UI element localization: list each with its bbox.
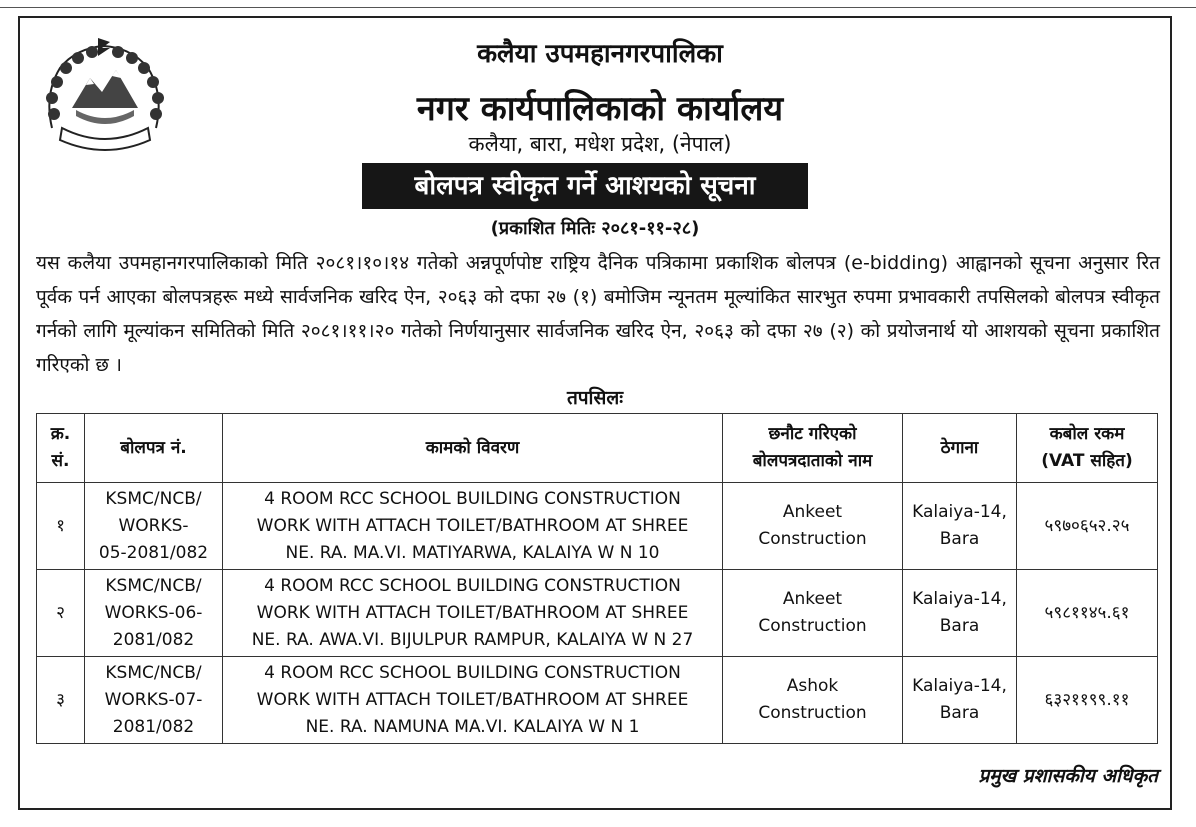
row-bid-no: KSMC/NCB/ WORKS- 05-2081/082 xyxy=(85,483,223,570)
table-row xyxy=(37,657,1158,744)
col-header-work: कामको विवरण xyxy=(223,414,723,483)
col-header-sn: क्र. सं. xyxy=(37,414,85,483)
row-sn: ३ xyxy=(37,657,85,744)
row-sn: २ xyxy=(37,570,85,657)
office-name: नगर कार्यपालिकाको कार्यालय xyxy=(416,89,784,129)
notice-body-paragraph: यस कलैया उपमहानगरपालिकाको मिति २०८१।१०।१४ गतेको अन्नपूर्णपोष्ट राष्ट्रिय दैनिक पत्रिकामा प्रकाशिक बोलपत्र (e-bidding) आह्वानको सूचना अनुसार रित पूर्वक पर्न आएका बोलपत्रहरू मध्ये सार्वजनिक खरिद ऐन, २०६३ को दफा २७ (१) बमोजिम न्यूनतम मूल्यांकित सारभुत रुपमा प्रभावकारी तपसिलको बोलपत्र स्वीकृत गर्नको लागि मूल्यांकन समितिको मिति २०८१।११।२० गतेको निर्णयानुसार सार्वजनिक खरिद ऐन, २०६३ को दफा २७ (२) को प्रयोजनार्थ यो आशयको सूचना प्रकाशित गरिएको छ । xyxy=(36,252,1160,376)
table-header-row xyxy=(37,414,1158,483)
col-header-bidder: छनौट गरिएको बोलपत्रदाताको नाम xyxy=(723,414,903,483)
col-header-address: ठेगाना xyxy=(903,414,1017,483)
top-rule xyxy=(0,7,1196,8)
office-address: कलैया, बारा, मधेश प्रदेश, (नेपाल) xyxy=(468,132,732,156)
schedule-heading: तपसिलः xyxy=(566,387,624,409)
col-header-amount: कबोल रकम (VAT सहित) xyxy=(1017,414,1158,483)
published-date: (प्रकाशित मितिः २०८१-११-२८) xyxy=(490,218,700,239)
row-work-description: 4 ROOM RCC SCHOOL BUILDING CONSTRUCTION WORK WITH ATTACH TOILET/BATHROOM AT SHREE NE. RA. MA.VI. MATIYARWA, KALAIYA W N 10 xyxy=(223,483,723,570)
row-work-description: 4 ROOM RCC SCHOOL BUILDING CONSTRUCTION WORK WITH ATTACH TOILET/BATHROOM AT SHREE NE. RA. AWA.VI. BIJULPUR RAMPUR, KALAIYA W N 27 xyxy=(223,570,723,657)
row-bidder: Ankeet Construction xyxy=(723,483,903,570)
col-header-bid-no: बोलपत्र नं. xyxy=(85,414,223,483)
nepal-government-emblem-icon xyxy=(38,30,172,160)
row-amount: ५९७०६५२.२५ xyxy=(1017,483,1158,570)
row-address: Kalaiya-14, Bara xyxy=(903,657,1017,744)
notice-title-banner: बोलपत्र स्वीकृत गर्ने आशयको सूचना xyxy=(362,163,808,209)
row-sn: १ xyxy=(37,483,85,570)
row-address: Kalaiya-14, Bara xyxy=(903,570,1017,657)
row-bidder: Ashok Construction xyxy=(723,657,903,744)
table-row xyxy=(37,483,1158,570)
row-bid-no: KSMC/NCB/ WORKS-06- 2081/082 xyxy=(85,570,223,657)
row-work-description: 4 ROOM RCC SCHOOL BUILDING CONSTRUCTION WORK WITH ATTACH TOILET/BATHROOM AT SHREE NE. RA. NAMUNA MA.VI. KALAIYA W N 1 xyxy=(223,657,723,744)
award-table xyxy=(36,413,1158,744)
row-address: Kalaiya-14, Bara xyxy=(903,483,1017,570)
org-name: कलैया उपमहानगरपालिका xyxy=(477,39,723,69)
row-amount: ६३२११९९.११ xyxy=(1017,657,1158,744)
row-bidder: Ankeet Construction xyxy=(723,570,903,657)
row-amount: ५९८११४५.६१ xyxy=(1017,570,1158,657)
signatory: प्रमुख प्रशासकीय अधिकृत xyxy=(978,765,1158,787)
row-bid-no: KSMC/NCB/ WORKS-07- 2081/082 xyxy=(85,657,223,744)
table-row xyxy=(37,570,1158,657)
